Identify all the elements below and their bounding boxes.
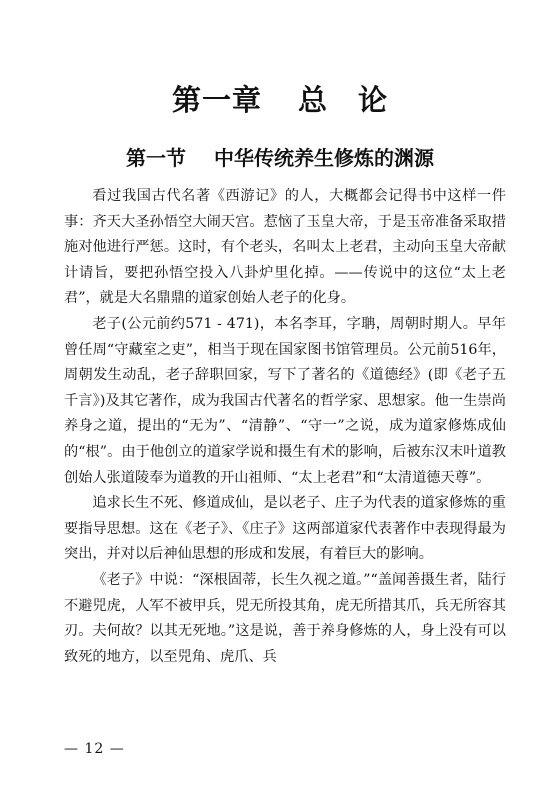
section-heading: 中华传统养生修炼的渊源 (214, 146, 434, 170)
paragraph-1: 看过我国古代名著《西游记》的人，大概都会记得书中这样一件事：齐天大圣孙悟空大闹天宫。惹恼了玉皇大帝，于是玉帝准备采取措施对他进行严惩。这时，有个老头，名叫太上老君，主动向玉皇大帝献计请旨，要把孙悟空投入八卦炉里化掉。——传说中的这位“太上老君”，就是大名鼎鼎的道家创始人老子的化身。 (64, 188, 506, 307)
paragraph-2: 老子(公元前约571 - 471)，本名李耳，字聃，周朝时期人。早年曾任周“守藏室之吏”，相当于现在国家图书馆管理员。公元前516年，周朝发生动乱，老子辞职回家，写下了著名的《道德经》(即《老子五千言》)及其它著作，成为我国古代著名的哲学家、思想家。他一生崇尚养身之道，提出的“无为”、“清静”、“守一”之说，成为道家修炼成仙的“根”。由于他创立的道家学说和摄生有术的影响，后被东汉末叶道教创始人张道陵奉为道教的开山祖师、“太上老君”和“太清道德天尊”。 (64, 315, 506, 486)
paragraph-3: 追求长生不死、修道成仙，是以老子、庄子为代表的道家修炼的重要指导思想。这在《老子》、《庄子》这两部道家代表著作中表现得最为突出，并对以后神仙思想的形成和发展，有着巨大的影响。 (64, 495, 506, 563)
section-number: 第一节 (126, 146, 186, 170)
chapter-label: 第一章 (171, 83, 262, 117)
page-number: — 12 — (64, 741, 125, 757)
chapter-title-char-2: 论 (358, 83, 389, 117)
chapter-title (0, 78, 560, 119)
body-text (64, 184, 506, 670)
paragraph-4: 《老子》中说：“深根固蒂，长生久视之道。”“盖闻善摄生者，陆行不避兕虎，人军不被甲兵，兕无所投其角，虎无所措其爪，兵无所容其刃。夫何故？以其无死地。”这是说，善于养身修炼的人，身上没有可以致死的地方，以至兕角、虎爪、兵 (64, 571, 506, 665)
chapter-title-char-1: 总 (297, 83, 328, 117)
section-title (0, 142, 560, 171)
